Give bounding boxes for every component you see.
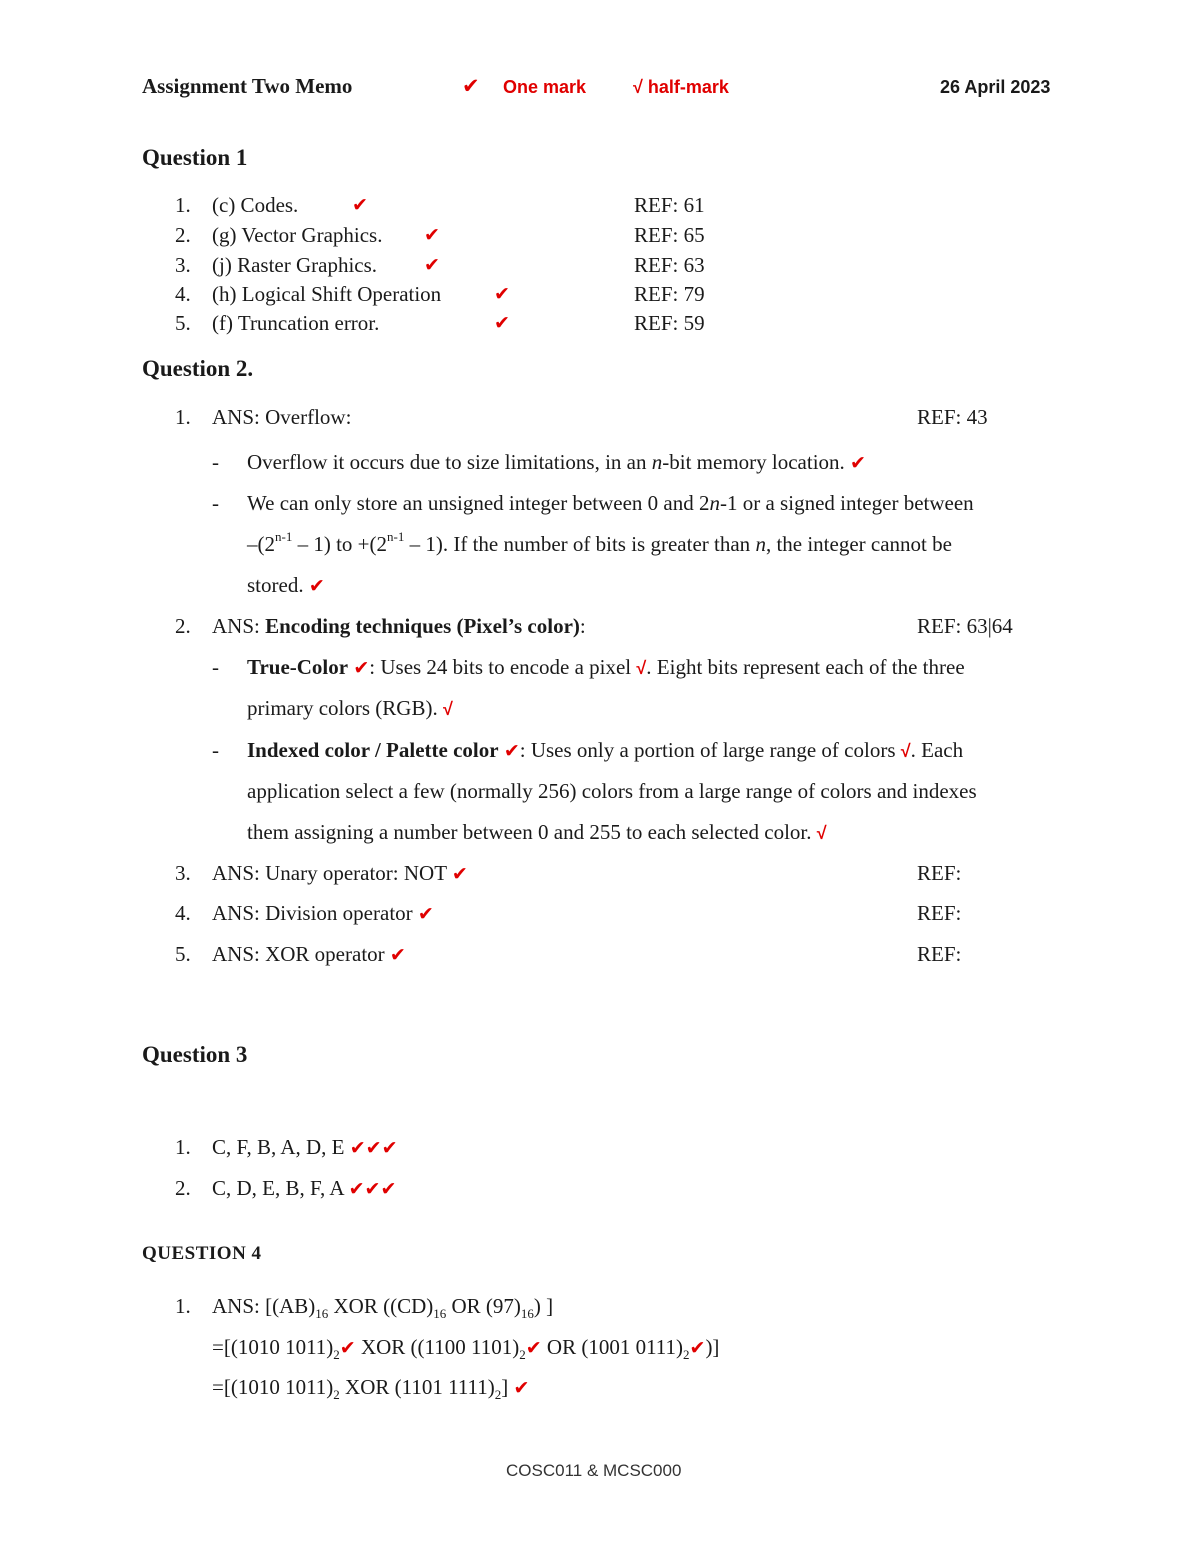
bullet-dash: - xyxy=(212,491,219,515)
list-number: 2. xyxy=(175,614,191,638)
memo-date: 26 April 2023 xyxy=(940,77,1051,97)
answer-text: (g) Vector Graphics. xyxy=(212,223,383,247)
reference: REF: 65 xyxy=(634,223,705,247)
q4-line-3: =[(1010 $1011)_2$ XOR (1101 $1111)_2$] ✔ xyxy=(212,1375,530,1403)
reference: REF: 63|64 xyxy=(917,614,1013,638)
checkmark-icon: ✔ xyxy=(353,657,370,679)
overflow-bullet-1: Overflow it occurs due to size limitations, in an n-bit memory location. ✔ xyxy=(247,450,866,474)
reference: REF: xyxy=(917,901,962,925)
answer-text: ANS: Unary operator: NOT ✔ xyxy=(212,861,468,885)
checkmark-icon: ✔ xyxy=(451,863,468,885)
checkmark-icon: ✔ xyxy=(308,575,325,597)
legend-one-mark: One mark xyxy=(503,77,587,97)
list-number: 1. xyxy=(175,193,191,217)
question-1-heading: Question 1 xyxy=(142,145,248,170)
indexed-color-line-1: Indexed color / Palette color ✔: Uses only a portion of large range of colors √. Each xyxy=(247,738,964,762)
list-number: 2. xyxy=(175,223,191,247)
checkmark-icon: ✔ xyxy=(462,74,480,98)
answer-text: ANS: XOR operator ✔ xyxy=(212,942,406,966)
triple-checkmark-icon: ✔✔✔ xyxy=(349,1137,398,1159)
q4-line-2: =[(1010 $1011)_2✔$ XOR ((1100 $1101)_2✔$ OR (1001 $0111)_2✔$)] xyxy=(212,1335,720,1363)
half-mark-icon: √ xyxy=(442,699,453,719)
checkmark-icon: ✔ xyxy=(525,1337,542,1359)
answer-label: ANS: Encoding techniques (Pixel’s color): xyxy=(212,614,586,638)
answer-text: (c) Codes. xyxy=(212,193,299,217)
checkmark-icon: ✔ xyxy=(494,312,510,334)
reference: REF: xyxy=(917,942,962,966)
legend-half-mark: √ half-mark xyxy=(633,77,729,97)
half-mark-icon: √ xyxy=(636,658,647,678)
answer-label: ANS: Overflow: xyxy=(212,405,352,429)
checkmark-icon: ✔ xyxy=(850,452,866,474)
checkmark-icon: ✔ xyxy=(424,224,440,246)
list-number: 4. xyxy=(175,282,191,306)
checkmark-icon: ✔ xyxy=(352,194,368,216)
reference: REF: 63 xyxy=(634,253,705,277)
page-footer: COSC011 & MCSC000 xyxy=(506,1461,682,1480)
list-number: 5. xyxy=(175,942,191,966)
answer-text: C, F, B, A, D, E ✔✔✔ xyxy=(212,1135,398,1159)
answer-text: (j) Raster Graphics. xyxy=(212,253,378,277)
checkmark-icon: ✔ xyxy=(389,944,406,966)
checkmark-icon: ✔ xyxy=(494,283,510,305)
reference: REF: 43 xyxy=(917,405,988,429)
checkmark-icon: ✔ xyxy=(339,1337,356,1359)
list-number: 4. xyxy=(175,901,191,925)
q4-line-1: ANS: [$(AB)_{16}$ XOR ($(CD)_{16}$ OR $(97)_{16}$) ] xyxy=(212,1294,554,1322)
list-number: 2. xyxy=(175,1176,191,1200)
overflow-bullet-2-line-3: stored. ✔ xyxy=(247,573,325,597)
answer-text: C, D, E, B, F, A ✔✔✔ xyxy=(212,1176,397,1200)
list-number: 3. xyxy=(175,861,191,885)
memo-title: Assignment Two Memo xyxy=(142,74,353,98)
bullet-dash: - xyxy=(212,450,219,474)
list-number: 1. xyxy=(175,1294,191,1318)
half-mark-icon: √ xyxy=(900,741,911,761)
question-3-heading: Question 3 xyxy=(142,1042,248,1067)
checkmark-icon: ✔ xyxy=(503,740,520,762)
list-number: 1. xyxy=(175,405,191,429)
list-number: 5. xyxy=(175,311,191,335)
overflow-bullet-2-line-1: We can only store an unsigned integer between 0 and 2n-1 or a signed integer between xyxy=(247,491,974,515)
checkmark-icon: ✔ xyxy=(513,1377,530,1399)
indexed-color-line-3: them assigning a number between 0 and 255 to each selected color. √ xyxy=(247,820,827,844)
checkmark-icon: ✔ xyxy=(424,254,440,276)
overflow-bullet-2-line-2: –(2$^{n-1}$ – 1) to $+(2^{n-1} - 1)$. If the number of bits is greater than n, the integer cannot be xyxy=(247,529,952,556)
reference: REF: 61 xyxy=(634,193,705,217)
question-4-heading: QUESTION 4 xyxy=(142,1243,262,1264)
bullet-dash: - xyxy=(212,655,219,679)
reference: REF: 79 xyxy=(634,282,705,306)
true-color-line-2: primary colors (RGB). √ xyxy=(247,696,453,720)
triple-checkmark-icon: ✔✔✔ xyxy=(348,1178,397,1200)
list-number: 3. xyxy=(175,253,191,277)
answer-text: ANS: Division operator ✔ xyxy=(212,901,434,925)
bullet-dash: - xyxy=(212,738,219,762)
indexed-color-line-2: application select a few (normally 256) colors from a large range of colors and indexes xyxy=(247,779,977,803)
half-mark-icon: √ xyxy=(816,823,827,843)
list-number: 1. xyxy=(175,1135,191,1159)
reference: REF: 59 xyxy=(634,311,705,335)
checkmark-icon: ✔ xyxy=(689,1337,706,1359)
answer-text: (h) Logical Shift Operation xyxy=(212,282,442,306)
answer-text: (f) Truncation error. xyxy=(212,311,380,335)
true-color-line-1: True-Color ✔: Uses 24 bits to encode a pixel √. Eight bits represent each of the three xyxy=(247,655,965,679)
question-2-heading: Question 2. xyxy=(142,356,254,381)
checkmark-icon: ✔ xyxy=(417,903,434,925)
reference: REF: xyxy=(917,861,962,885)
